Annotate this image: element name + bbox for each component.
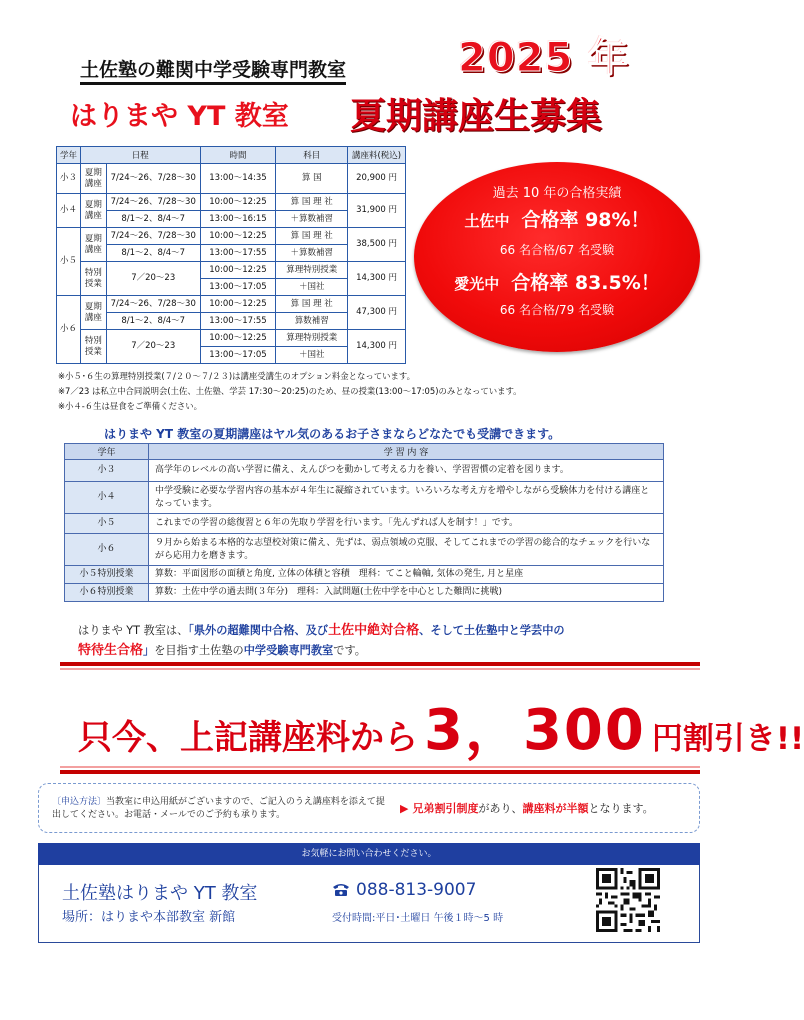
discount-suffix: 円割引き!!	[651, 721, 804, 757]
content-grade: 小５特別授業	[65, 566, 149, 584]
triangle-icon: ▶	[400, 802, 409, 815]
phone-icon	[332, 882, 350, 897]
divider-line	[60, 668, 700, 670]
footer-location: 場所：はりまや本部教室 新館	[62, 910, 236, 925]
table-row	[57, 296, 406, 313]
content-header-grade: 学年	[65, 444, 149, 460]
content-text: ９月から始まる本格的な志望校対策に備え、先ずは、弱点領域の克服、そしてこれまでの学習の総合的なチェックを行いながら応用力を磨きます。	[149, 534, 664, 566]
course-type: 夏期講座	[80, 296, 106, 330]
year-title: 2025 年	[458, 35, 630, 81]
grade-cell: 小６	[57, 296, 81, 364]
aim-part: はりまや YT 教室は、	[78, 624, 189, 637]
phone-line[interactable]	[332, 880, 476, 900]
grade-cell: 小３	[57, 164, 81, 194]
header-time: 時間	[200, 147, 276, 164]
aiko-result-line	[414, 268, 700, 295]
time-cell: 13:00〜17:55	[200, 313, 276, 330]
subject-cell: ＋国社	[276, 279, 348, 296]
application-label: 〔申込方法〕	[52, 797, 107, 807]
fee-cell: 14,300 円	[348, 330, 406, 364]
fee-cell: 14,300 円	[348, 262, 406, 296]
aim-part: を目指す土佐塾の	[154, 644, 244, 657]
divider-line	[60, 662, 700, 666]
time-cell: 10:00〜12:25	[200, 330, 276, 347]
time-cell: 13:00〜14:35	[200, 164, 276, 194]
table-row	[65, 482, 664, 514]
sibling-part: 講座料が半額	[522, 802, 589, 815]
note-seminar-day: ※7／23 は私立中合同説明会(土佐、土佐塾、学芸 17:30〜20:25)のため、昼の授業(13:00〜17:05)のみとなっています。	[58, 386, 522, 396]
subject-cell: 算 国 理 社	[276, 296, 348, 313]
content-grade: 小５	[65, 514, 149, 534]
dates-cell: 7/24〜26、7/28〜30	[106, 296, 200, 313]
aim-part: 、そして土佐塾中と学芸中の	[419, 624, 565, 637]
time-cell: 13:00〜17:05	[200, 347, 276, 364]
contact-bar: お気軽にお問い合わせください。	[38, 843, 700, 865]
aim-part: 中学受験専門教室	[243, 644, 334, 657]
fee-cell: 38,500 円	[348, 228, 406, 262]
note-lunch: ※小４‐６生は昼食をご準備ください。	[58, 401, 203, 411]
subject-cell: 算 国 理 社	[276, 194, 348, 211]
divider-line	[60, 770, 700, 774]
dates-cell: 7／20〜23	[106, 262, 200, 296]
dates-cell: 7/24〜26、7/28〜30	[106, 228, 200, 245]
table-row	[65, 566, 664, 584]
content-grade: 小４	[65, 482, 149, 514]
header-grade: 学年	[57, 147, 81, 164]
content-header-row	[65, 444, 664, 460]
discount-amount: 3，300	[424, 698, 646, 763]
content-text: 中学受験に必要な学習内容の基本が４年生に凝縮されています。いろいろな考え方を増やしながら受験体力を付ける講座となっています。	[149, 482, 664, 514]
aiko-school-name: 愛光中	[454, 275, 500, 293]
content-header-content: 学 習 内 容	[149, 444, 664, 460]
discount-prefix: 只今、上記講座料から	[78, 718, 418, 758]
table-row	[65, 584, 664, 602]
aim-highlight-tosa: 土佐中絶対合格	[328, 623, 420, 638]
header-fee: 講座料(税込)	[348, 147, 406, 164]
aiko-detail: 66 名合格/79 名受験	[499, 303, 615, 317]
content-text: 算数：土佐中学の過去問(３年分) 理科：入試問題(土佐中学を中心とした難問に挑戦)	[149, 584, 664, 602]
aim-part: 」	[143, 644, 155, 657]
sibling-part: があり、	[478, 802, 523, 815]
application-text	[52, 796, 392, 822]
subject-cell: 算理特別授業	[276, 330, 348, 347]
table-row	[65, 514, 664, 534]
subject-cell: ＋国社	[276, 347, 348, 364]
table-row	[57, 194, 406, 211]
dates-cell: 8/1〜2、8/4〜7	[106, 211, 200, 228]
schedule-header-row	[57, 147, 406, 164]
sibling-part: となります。	[588, 802, 654, 815]
divider-line	[60, 766, 700, 768]
header-dates: 日程	[80, 147, 200, 164]
subject-cell: 算数補習	[276, 313, 348, 330]
table-row	[65, 460, 664, 482]
table-row	[57, 262, 406, 279]
aim-statement	[78, 621, 698, 661]
subject-cell: ＋算数補習	[276, 245, 348, 262]
grade-cell: 小４	[57, 194, 81, 228]
footer-school-name: 土佐塾はりまや YT 教室	[62, 883, 258, 904]
time-cell: 13:00〜16:15	[200, 211, 276, 228]
time-cell: 10:00〜12:25	[200, 228, 276, 245]
content-text: 高学年のレベルの高い学習に備え、えんぴつを動かして考える力を養い、学習習慣の定着を図ります。	[149, 460, 664, 482]
header-subject: 科目	[276, 147, 348, 164]
content-text: これまでの学習の総復習と６年の先取り学習を行います。「先んずれば人を制す！」です。	[149, 514, 664, 534]
content-grade: 小６特別授業	[65, 584, 149, 602]
time-cell: 10:00〜12:25	[200, 262, 276, 279]
content-text: 算数：平面図形の面積と角度, 立体の体積と容積 理科：てこと輪軸, 気体の発生, 月と星座	[149, 566, 664, 584]
subject-cell: ＋算数補習	[276, 211, 348, 228]
table-row	[57, 330, 406, 347]
school-name: はりまや YT 教室	[70, 101, 289, 132]
tosa-school-name: 土佐中	[464, 212, 510, 230]
fee-cell: 31,900 円	[348, 194, 406, 228]
content-grade: 小３	[65, 460, 149, 482]
results-title: 過去 10 年の合格実績	[492, 186, 622, 201]
course-type: 夏期講座	[80, 228, 106, 262]
tosa-detail: 66 名合格/67 名受験	[499, 243, 615, 257]
sibling-discount	[400, 800, 654, 816]
time-cell: 13:00〜17:05	[200, 279, 276, 296]
subject-cell: 算 国	[276, 164, 348, 194]
course-type: 夏期講座	[80, 194, 106, 228]
course-type: 特別授業	[80, 330, 106, 364]
subject-cell: 算理特別授業	[276, 262, 348, 279]
fee-cell: 20,900 円	[348, 164, 406, 194]
aim-part: です。	[333, 644, 366, 657]
dates-cell: 7/24〜26、7/28〜30	[106, 164, 200, 194]
subtitle: 土佐塾の難関中学受験専門教室	[80, 58, 346, 85]
phone-number[interactable]: 088-813-9007	[356, 880, 477, 900]
dates-cell: 7/24〜26、7/28〜30	[106, 194, 200, 211]
fee-cell: 47,300 円	[348, 296, 406, 330]
note-option-fee: ※小５･６生の算理特別授業(７/２０〜７/２３)は講座受講生のオプション料金となっています。	[58, 371, 415, 381]
reception-hours: 受付時間:平日･土曜日 午後１時〜5 時	[332, 913, 504, 924]
discount-banner	[78, 686, 804, 766]
qr-code[interactable]	[596, 868, 660, 932]
application-body: 当教室に申込用紙がございますので、ご記入のうえ講座料を添えて提出してください。お電話・メールでのご予約も承ります。	[52, 797, 385, 820]
dates-cell: 8/1〜2、8/4〜7	[106, 245, 200, 262]
sibling-part: 兄弟割引制度	[412, 802, 479, 815]
aiko-pass-rate: 合格率 83.5%！	[511, 272, 660, 294]
time-cell: 13:00〜17:55	[200, 245, 276, 262]
time-cell: 10:00〜12:25	[200, 296, 276, 313]
course-type: 特別授業	[80, 262, 106, 296]
aim-highlight-scholarship: 特待生合格	[78, 643, 144, 658]
course-recruit-title: 夏期講座生募集	[350, 96, 603, 137]
tosa-result-line	[414, 205, 700, 232]
course-type: 夏期講座	[80, 164, 106, 194]
subject-cell: 算 国 理 社	[276, 228, 348, 245]
content-heading: はりまや YT 教室の夏期講座はヤル気のあるお子さまならどなたでも受講できます。	[104, 427, 561, 441]
dates-cell: 7／20〜23	[106, 330, 200, 364]
content-grade: 小６	[65, 534, 149, 566]
table-row	[65, 534, 664, 566]
dates-cell: 8/1〜2、8/4〜7	[106, 313, 200, 330]
tosa-pass-rate: 合格率 98%！	[521, 209, 650, 231]
time-cell: 10:00〜12:25	[200, 194, 276, 211]
schedule-table	[56, 146, 406, 364]
table-row	[57, 164, 406, 194]
content-table	[64, 443, 664, 602]
aim-part: 「県外の超難関中合格、及び	[188, 624, 329, 637]
table-row	[57, 228, 406, 245]
grade-cell: 小５	[57, 228, 81, 296]
